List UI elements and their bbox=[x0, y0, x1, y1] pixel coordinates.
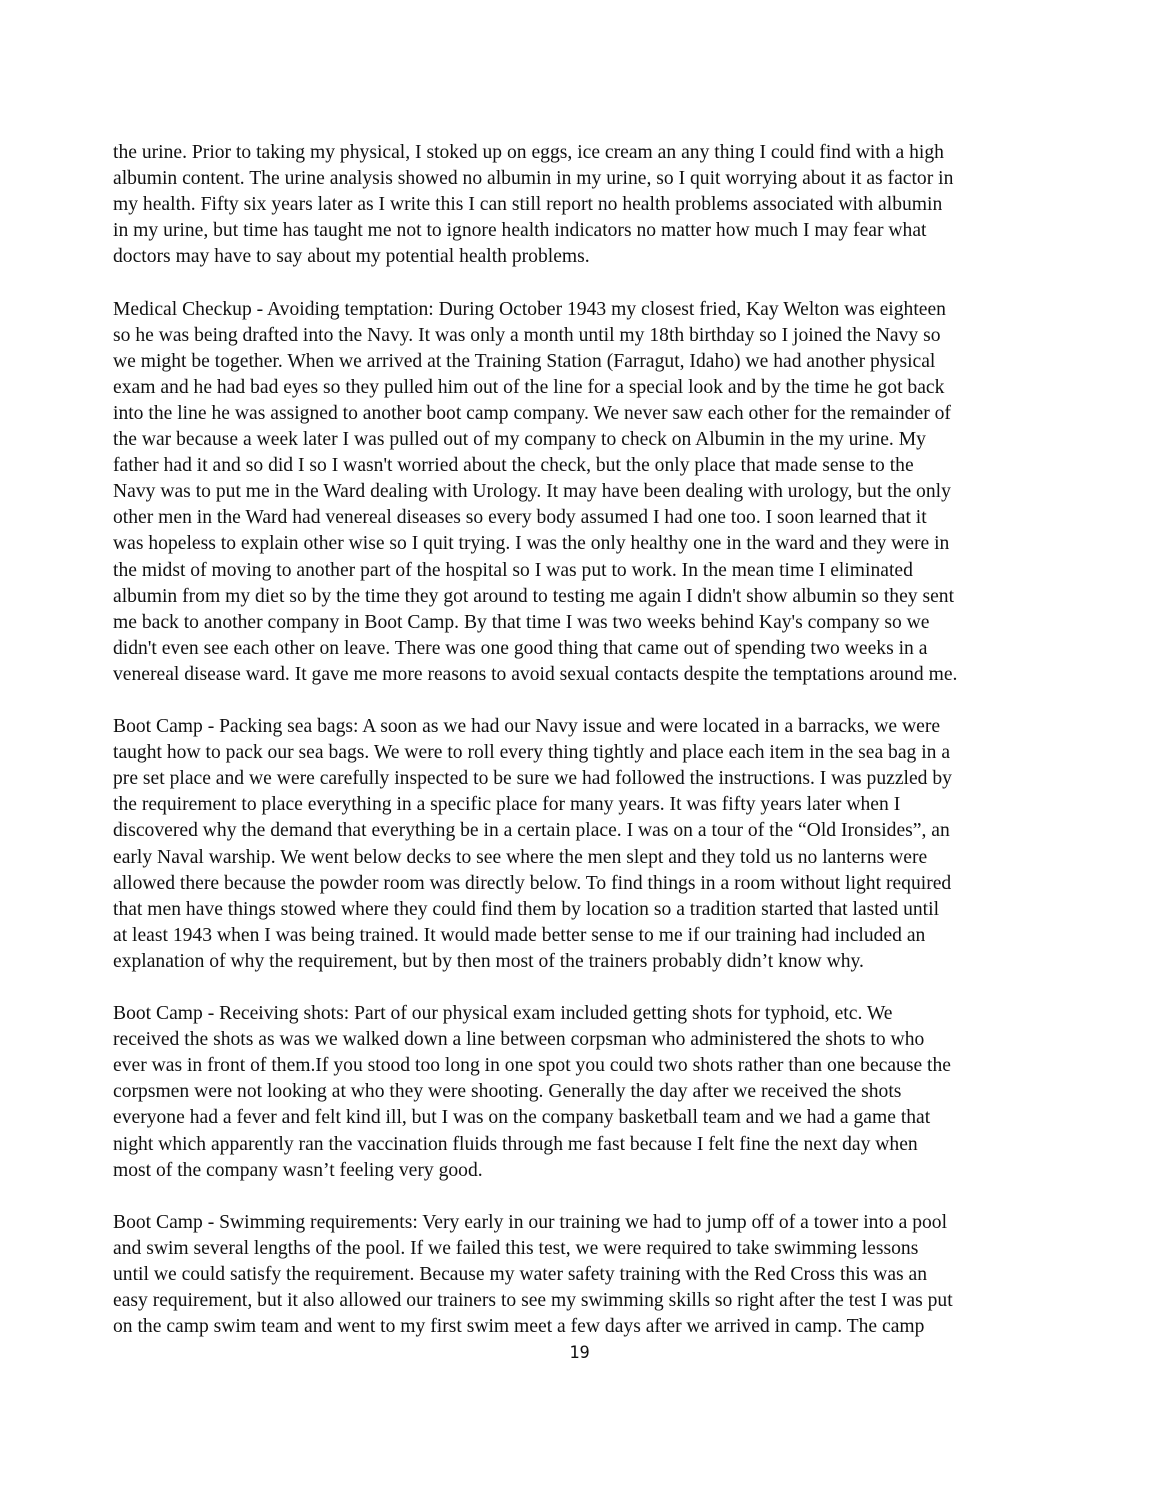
text-line: we might be together. When we arrived at the Training Station (Farragut, Idaho) we had another physical bbox=[113, 350, 936, 372]
text-line: night which apparently ran the vaccination fluids through me fast because I felt fine the next day when bbox=[113, 1133, 918, 1155]
paragraph-spacer bbox=[113, 270, 1093, 296]
text-line: ever was in front of them.If you stood too long in one spot you could two shots rather than one because the bbox=[113, 1055, 951, 1077]
text-line: Boot Camp - Swimming requirements: Very early in our training we had to jump off of a tower into a pool bbox=[113, 1211, 948, 1233]
text-line: and swim several lengths of the pool. If we failed this test, we were required to take swimming lessons bbox=[113, 1237, 919, 1259]
text-line: received the shots as was we walked down a line between corpsman who administered the shots to who bbox=[113, 1029, 925, 1051]
paragraph-packing-sea-bags bbox=[113, 714, 1093, 975]
text-line: the requirement to place everything in a specific place for many years. It was fifty years later when I bbox=[113, 794, 901, 816]
text-line: most of the company wasn’t feeling very good. bbox=[113, 1159, 483, 1181]
text-line: into the line he was assigned to another boot camp company. We never saw each other for the remainder of bbox=[113, 402, 951, 424]
text-line: me back to another company in Boot Camp. By that time I was two weeks behind Kay's company so we bbox=[113, 611, 930, 633]
text-line: that men have things stowed where they could find them by location so a tradition started that lasted until bbox=[113, 898, 940, 920]
text-line: allowed there because the powder room was directly below. To find things in a room without light required bbox=[113, 872, 952, 894]
paragraph-spacer bbox=[113, 1184, 1093, 1210]
text-line: the midst of moving to another part of the hospital so I was put to work. In the mean time I eliminated bbox=[113, 559, 913, 581]
paragraph-spacer bbox=[113, 975, 1093, 1001]
paragraph-spacer bbox=[113, 688, 1093, 714]
text-line: everyone had a fever and felt kind ill, but I was on the company basketball team and we had a game that bbox=[113, 1107, 931, 1129]
text-line: on the camp swim team and went to my first swim meet a few days after we arrived in camp. The camp bbox=[113, 1316, 925, 1338]
text-line: albumin content. The urine analysis showed no albumin in my urine, so I quit worrying about it as factor in bbox=[113, 168, 954, 190]
text-line: pre set place and we were carefully inspected to be sure we had followed the instructions. I was puzzled by bbox=[113, 768, 952, 790]
text-line: was hopeless to explain other wise so I quit trying. I was the only healthy one in the ward and they were in bbox=[113, 533, 950, 555]
text-line: discovered why the demand that everything be in a certain place. I was on a tour of the “Old Ironsides”, an bbox=[113, 820, 950, 842]
text-line: until we could satisfy the requirement. Because my water safety training with the Red Cross this was an bbox=[113, 1264, 928, 1286]
text-line: venereal disease ward. It gave me more reasons to avoid sexual contacts despite the temptations around me. bbox=[113, 663, 958, 685]
paragraph-urine-test bbox=[113, 140, 1093, 270]
text-line: other men in the Ward had venereal diseases so every body assumed I had one too. I soon learned that it bbox=[113, 507, 927, 529]
text-line: doctors may have to say about my potential health problems. bbox=[113, 246, 590, 268]
text-line: the war because a week later I was pulled out of my company to check on Albumin in the my urine. My bbox=[113, 429, 926, 451]
text-line: Medical Checkup - Avoiding temptation: During October 1943 my closest fried, Kay Welton was eighteen bbox=[113, 298, 946, 320]
text-line: Navy was to put me in the Ward dealing with Urology. It may have been dealing with urology, but the only bbox=[113, 481, 951, 503]
text-line: early Naval warship. We went below decks to see where the men slept and they told us no lanterns were bbox=[113, 846, 928, 868]
text-line: taught how to pack our sea bags. We were to roll every thing tightly and place each item in the sea bag in a bbox=[113, 742, 951, 764]
text-line: Boot Camp - Receiving shots: Part of our physical exam included getting shots for typhoid, etc. We bbox=[113, 1003, 893, 1025]
paragraph-receiving-shots bbox=[113, 1001, 1093, 1184]
text-line: explanation of why the requirement, but by then most of the trainers probably didn’t know why. bbox=[113, 950, 864, 972]
text-line: my health. Fifty six years later as I write this I can still report no health problems associated with albumin bbox=[113, 194, 943, 216]
text-line: corpsmen were not looking at who they were shooting. Generally the day after we received the shots bbox=[113, 1081, 902, 1103]
text-line: exam and he had bad eyes so they pulled him out of the line for a special look and by the time he got back bbox=[113, 376, 945, 398]
text-line: father had it and so did I so I wasn't worried about the check, but the only place that made sense to the bbox=[113, 455, 914, 477]
text-line: albumin from my diet so by the time they got around to testing me again I didn't show albumin so they sent bbox=[113, 585, 955, 607]
text-line: easy requirement, but it also allowed our trainers to see my swimming skills so right after the test I was put bbox=[113, 1290, 953, 1312]
text-line: didn't even see each other on leave. There was one good thing that came out of spending two weeks in a bbox=[113, 637, 928, 659]
text-line: Boot Camp - Packing sea bags: A soon as we had our Navy issue and were located in a barracks, we were bbox=[113, 716, 941, 738]
page-number: 19 bbox=[569, 1343, 590, 1363]
text-line: so he was being drafted into the Navy. It was only a month until my 18th birthday so I joined the Navy so bbox=[113, 324, 941, 346]
paragraph-swimming-requirements bbox=[113, 1210, 1093, 1340]
text-line: in my urine, but time has taught me not to ignore health indicators no matter how much I may fear what bbox=[113, 220, 927, 242]
document-page bbox=[113, 140, 1093, 1340]
text-line: at least 1943 when I was being trained. It would made better sense to me if our training had included an bbox=[113, 924, 926, 946]
text-line: the urine. Prior to taking my physical, I stoked up on eggs, ice cream an any thing I could find with a high bbox=[113, 142, 944, 163]
paragraph-medical-checkup bbox=[113, 297, 1093, 688]
